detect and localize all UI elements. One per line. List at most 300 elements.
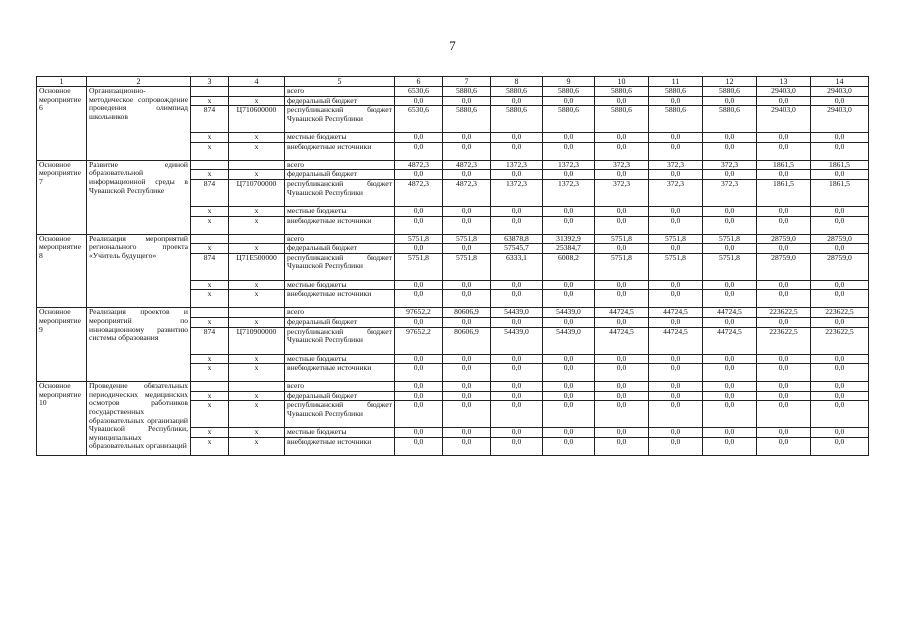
budget-class-code — [229, 160, 285, 170]
amount-cell: 0,0 — [443, 280, 491, 290]
budget-class-code: x — [229, 206, 285, 216]
table-row — [37, 160, 869, 170]
amount-cell: 0,0 — [543, 364, 595, 382]
amount-cell: 0,0 — [491, 133, 543, 143]
budget-class-code: x — [229, 391, 285, 401]
amount-cell: 1372,3 — [491, 160, 543, 170]
amount-cell: 0,0 — [811, 216, 869, 234]
admin-code: x — [191, 428, 229, 438]
amount-cell: 0,0 — [395, 96, 443, 106]
amount-cell: 0,0 — [811, 317, 869, 327]
funding-source: внебюджетные источники — [285, 216, 395, 234]
admin-code: 874 — [191, 327, 229, 354]
amount-cell: 0,0 — [395, 216, 443, 234]
admin-code: x — [191, 317, 229, 327]
amount-cell: 44724,5 — [649, 308, 703, 318]
measure-kind: Основное мероприятие 9 — [37, 308, 87, 382]
amount-cell: 0,0 — [703, 391, 757, 401]
budget-class-code: Ц710700000 — [229, 179, 285, 206]
amount-cell: 0,0 — [595, 401, 649, 428]
amount-cell: 31392,9 — [543, 234, 595, 244]
admin-code: 874 — [191, 179, 229, 206]
amount-cell: 5751,8 — [703, 234, 757, 244]
funding-source: федеральный бюджет — [285, 170, 395, 180]
column-number: 7 — [443, 77, 491, 87]
amount-cell: 0,0 — [543, 96, 595, 106]
amount-cell: 0,0 — [443, 170, 491, 180]
amount-cell: 0,0 — [443, 354, 491, 364]
admin-code: x — [191, 206, 229, 216]
amount-cell: 0,0 — [649, 391, 703, 401]
amount-cell: 0,0 — [703, 206, 757, 216]
budget-class-code — [229, 234, 285, 244]
amount-cell: 0,0 — [395, 401, 443, 428]
budget-class-code: x — [229, 280, 285, 290]
amount-cell: 5880,6 — [703, 87, 757, 97]
amount-cell: 0,0 — [543, 354, 595, 364]
admin-code: x — [191, 354, 229, 364]
amount-cell: 0,0 — [395, 142, 443, 160]
amount-cell: 1861,5 — [811, 160, 869, 170]
amount-cell: 28759,0 — [757, 253, 811, 280]
amount-cell: 0,0 — [757, 216, 811, 234]
admin-code: x — [191, 391, 229, 401]
amount-cell: 0,0 — [811, 133, 869, 143]
amount-cell: 0,0 — [395, 317, 443, 327]
amount-cell: 0,0 — [649, 401, 703, 428]
funding-source: всего — [285, 160, 395, 170]
amount-cell: 29403,0 — [811, 106, 869, 133]
amount-cell: 0,0 — [811, 280, 869, 290]
budget-class-code: x — [229, 133, 285, 143]
amount-cell: 0,0 — [595, 133, 649, 143]
amount-cell: 0,0 — [443, 96, 491, 106]
column-number: 4 — [229, 77, 285, 87]
amount-cell: 80606,9 — [443, 327, 491, 354]
amount-cell: 0,0 — [757, 244, 811, 254]
amount-cell: 0,0 — [543, 437, 595, 455]
amount-cell: 0,0 — [811, 391, 869, 401]
amount-cell: 5751,8 — [595, 234, 649, 244]
table-body — [37, 77, 869, 456]
amount-cell: 223622,5 — [811, 327, 869, 354]
amount-cell: 6333,1 — [491, 253, 543, 280]
admin-code: x — [191, 437, 229, 455]
funding-source: внебюджетные источники — [285, 364, 395, 382]
amount-cell: 0,0 — [703, 133, 757, 143]
measure-kind: Основное мероприятие 7 — [37, 160, 87, 234]
amount-cell: 44724,5 — [703, 308, 757, 318]
amount-cell: 0,0 — [395, 206, 443, 216]
amount-cell: 6530,6 — [395, 87, 443, 97]
amount-cell: 0,0 — [649, 133, 703, 143]
amount-cell: 0,0 — [543, 133, 595, 143]
amount-cell: 5751,8 — [395, 234, 443, 244]
amount-cell: 0,0 — [649, 354, 703, 364]
amount-cell: 5880,6 — [595, 87, 649, 97]
funding-source: республиканский бюджет Чувашской Республики — [285, 106, 395, 133]
budget-class-code: x — [229, 437, 285, 455]
column-number: 8 — [491, 77, 543, 87]
amount-cell: 372,3 — [703, 179, 757, 206]
amount-cell: 80606,9 — [443, 308, 491, 318]
amount-cell: 0,0 — [543, 317, 595, 327]
amount-cell: 0,0 — [491, 206, 543, 216]
amount-cell: 0,0 — [649, 280, 703, 290]
funding-source: федеральный бюджет — [285, 96, 395, 106]
funding-source: республиканский бюджет Чувашской Республики — [285, 179, 395, 206]
page-number: 7 — [449, 38, 456, 53]
amount-cell: 0,0 — [595, 391, 649, 401]
amount-cell: 223622,5 — [757, 308, 811, 318]
amount-cell: 0,0 — [757, 382, 811, 392]
amount-cell: 0,0 — [757, 428, 811, 438]
table-row — [37, 382, 869, 392]
amount-cell: 0,0 — [811, 382, 869, 392]
amount-cell: 0,0 — [595, 354, 649, 364]
amount-cell: 29403,0 — [811, 87, 869, 97]
amount-cell: 0,0 — [491, 401, 543, 428]
amount-cell: 0,0 — [703, 96, 757, 106]
amount-cell: 5880,6 — [703, 106, 757, 133]
amount-cell: 0,0 — [595, 216, 649, 234]
measure-kind: Основное мероприятие 8 — [37, 234, 87, 308]
amount-cell: 0,0 — [443, 401, 491, 428]
amount-cell: 0,0 — [543, 401, 595, 428]
amount-cell: 0,0 — [703, 428, 757, 438]
amount-cell: 0,0 — [443, 244, 491, 254]
measure-kind: Основное мероприятие 6 — [37, 87, 87, 161]
amount-cell: 5751,8 — [649, 234, 703, 244]
amount-cell: 0,0 — [811, 96, 869, 106]
amount-cell: 0,0 — [443, 290, 491, 308]
amount-cell: 28759,0 — [811, 253, 869, 280]
amount-cell: 0,0 — [811, 290, 869, 308]
amount-cell: 0,0 — [649, 244, 703, 254]
funding-source: республиканский бюджет Чувашской Республики — [285, 253, 395, 280]
budget-table — [36, 76, 869, 456]
amount-cell: 54439,0 — [491, 327, 543, 354]
amount-cell: 1372,3 — [543, 179, 595, 206]
amount-cell: 4872,3 — [395, 179, 443, 206]
amount-cell: 0,0 — [595, 437, 649, 455]
funding-source: федеральный бюджет — [285, 317, 395, 327]
amount-cell: 5751,8 — [395, 253, 443, 280]
measure-kind: Основное мероприятие 10 — [37, 382, 87, 456]
amount-cell: 5751,8 — [443, 234, 491, 244]
column-number: 3 — [191, 77, 229, 87]
column-number: 12 — [703, 77, 757, 87]
amount-cell: 0,0 — [595, 290, 649, 308]
amount-cell: 0,0 — [811, 170, 869, 180]
amount-cell: 0,0 — [703, 216, 757, 234]
amount-cell: 0,0 — [757, 142, 811, 160]
funding-source: местные бюджеты — [285, 354, 395, 364]
funding-source: внебюджетные источники — [285, 142, 395, 160]
amount-cell: 5880,6 — [543, 87, 595, 97]
funding-source: местные бюджеты — [285, 133, 395, 143]
admin-code: x — [191, 133, 229, 143]
amount-cell: 0,0 — [757, 364, 811, 382]
budget-class-code: x — [229, 170, 285, 180]
amount-cell: 0,0 — [395, 354, 443, 364]
amount-cell: 29403,0 — [757, 106, 811, 133]
amount-cell: 1372,3 — [491, 179, 543, 206]
amount-cell: 0,0 — [811, 206, 869, 216]
amount-cell: 0,0 — [543, 290, 595, 308]
budget-class-code: x — [229, 142, 285, 160]
budget-class-code: x — [229, 290, 285, 308]
amount-cell: 0,0 — [811, 364, 869, 382]
budget-class-code: x — [229, 317, 285, 327]
budget-class-code — [229, 382, 285, 392]
amount-cell: 0,0 — [491, 280, 543, 290]
amount-cell: 44724,5 — [595, 308, 649, 318]
admin-code — [191, 234, 229, 244]
funding-source: всего — [285, 234, 395, 244]
funding-source: местные бюджеты — [285, 428, 395, 438]
column-number: 13 — [757, 77, 811, 87]
amount-cell: 97652,2 — [395, 308, 443, 318]
amount-cell: 0,0 — [491, 428, 543, 438]
amount-cell: 29403,0 — [757, 87, 811, 97]
amount-cell: 0,0 — [703, 354, 757, 364]
amount-cell: 0,0 — [649, 170, 703, 180]
amount-cell: 0,0 — [395, 133, 443, 143]
amount-cell: 44724,5 — [703, 327, 757, 354]
amount-cell: 0,0 — [595, 244, 649, 254]
amount-cell: 0,0 — [395, 280, 443, 290]
amount-cell: 0,0 — [443, 142, 491, 160]
amount-cell: 6530,6 — [395, 106, 443, 133]
amount-cell: 0,0 — [595, 170, 649, 180]
amount-cell: 54439,0 — [543, 308, 595, 318]
amount-cell: 0,0 — [395, 382, 443, 392]
amount-cell: 0,0 — [811, 428, 869, 438]
amount-cell: 0,0 — [543, 382, 595, 392]
amount-cell: 1861,5 — [757, 179, 811, 206]
amount-cell: 5751,8 — [703, 253, 757, 280]
amount-cell: 0,0 — [443, 216, 491, 234]
amount-cell: 5880,6 — [649, 106, 703, 133]
amount-cell: 0,0 — [491, 142, 543, 160]
amount-cell: 0,0 — [757, 170, 811, 180]
column-number: 14 — [811, 77, 869, 87]
admin-code: x — [191, 364, 229, 382]
amount-cell: 0,0 — [543, 206, 595, 216]
amount-cell: 5880,6 — [543, 106, 595, 133]
amount-cell: 223622,5 — [757, 327, 811, 354]
admin-code: 874 — [191, 106, 229, 133]
amount-cell: 0,0 — [649, 206, 703, 216]
amount-cell: 0,0 — [703, 170, 757, 180]
admin-code: x — [191, 401, 229, 428]
amount-cell: 0,0 — [595, 364, 649, 382]
amount-cell: 0,0 — [491, 437, 543, 455]
amount-cell: 28759,0 — [757, 234, 811, 244]
amount-cell: 0,0 — [395, 428, 443, 438]
amount-cell: 0,0 — [595, 96, 649, 106]
amount-cell: 0,0 — [443, 428, 491, 438]
amount-cell: 0,0 — [543, 391, 595, 401]
amount-cell: 4872,3 — [395, 160, 443, 170]
measure-name: Организационно-методическое сопровождение проведения олимпиад школьников — [87, 87, 191, 161]
amount-cell: 0,0 — [811, 354, 869, 364]
column-number: 6 — [395, 77, 443, 87]
amount-cell: 0,0 — [757, 437, 811, 455]
amount-cell: 0,0 — [491, 290, 543, 308]
amount-cell: 0,0 — [595, 382, 649, 392]
amount-cell: 5880,6 — [443, 87, 491, 97]
amount-cell: 0,0 — [649, 290, 703, 308]
amount-cell: 0,0 — [491, 96, 543, 106]
amount-cell: 0,0 — [395, 244, 443, 254]
amount-cell: 5751,8 — [649, 253, 703, 280]
amount-cell: 97652,2 — [395, 327, 443, 354]
admin-code: x — [191, 290, 229, 308]
amount-cell: 0,0 — [703, 437, 757, 455]
table-row — [37, 234, 869, 244]
budget-class-code: x — [229, 216, 285, 234]
amount-cell: 372,3 — [595, 160, 649, 170]
amount-cell: 0,0 — [703, 317, 757, 327]
amount-cell: 0,0 — [443, 133, 491, 143]
amount-cell: 0,0 — [595, 280, 649, 290]
admin-code — [191, 87, 229, 97]
amount-cell: 0,0 — [395, 437, 443, 455]
amount-cell: 5880,6 — [491, 87, 543, 97]
amount-cell: 0,0 — [757, 401, 811, 428]
amount-cell: 0,0 — [757, 391, 811, 401]
column-number: 2 — [87, 77, 191, 87]
amount-cell: 0,0 — [811, 401, 869, 428]
amount-cell: 0,0 — [757, 206, 811, 216]
amount-cell: 0,0 — [491, 364, 543, 382]
amount-cell: 0,0 — [757, 96, 811, 106]
amount-cell: 1861,5 — [811, 179, 869, 206]
amount-cell: 0,0 — [543, 428, 595, 438]
admin-code: x — [191, 170, 229, 180]
amount-cell: 372,3 — [595, 179, 649, 206]
amount-cell: 0,0 — [757, 290, 811, 308]
amount-cell: 372,3 — [703, 160, 757, 170]
amount-cell: 0,0 — [649, 364, 703, 382]
amount-cell: 0,0 — [757, 354, 811, 364]
funding-source: местные бюджеты — [285, 280, 395, 290]
amount-cell: 25384,7 — [543, 244, 595, 254]
amount-cell: 0,0 — [491, 391, 543, 401]
amount-cell: 0,0 — [595, 428, 649, 438]
amount-cell: 0,0 — [491, 354, 543, 364]
amount-cell: 63878,8 — [491, 234, 543, 244]
amount-cell: 0,0 — [395, 170, 443, 180]
amount-cell: 0,0 — [703, 364, 757, 382]
amount-cell: 1372,3 — [543, 160, 595, 170]
amount-cell: 0,0 — [543, 280, 595, 290]
measure-name: Развитие единой образовательной информационной среды в Чувашской Республике — [87, 160, 191, 234]
admin-code: x — [191, 216, 229, 234]
budget-class-code: x — [229, 428, 285, 438]
admin-code — [191, 308, 229, 318]
amount-cell: 0,0 — [395, 391, 443, 401]
funding-source: федеральный бюджет — [285, 391, 395, 401]
amount-cell: 4872,3 — [443, 179, 491, 206]
column-number: 9 — [543, 77, 595, 87]
budget-class-code: x — [229, 401, 285, 428]
amount-cell: 0,0 — [491, 170, 543, 180]
amount-cell: 0,0 — [757, 280, 811, 290]
budget-class-code: Ц710600000 — [229, 106, 285, 133]
amount-cell: 0,0 — [395, 364, 443, 382]
amount-cell: 0,0 — [649, 317, 703, 327]
amount-cell: 0,0 — [703, 290, 757, 308]
funding-source: местные бюджеты — [285, 206, 395, 216]
amount-cell: 0,0 — [649, 437, 703, 455]
amount-cell: 0,0 — [811, 437, 869, 455]
budget-class-code: Ц71Е500000 — [229, 253, 285, 280]
column-number: 5 — [285, 77, 395, 87]
column-number: 10 — [595, 77, 649, 87]
amount-cell: 0,0 — [491, 382, 543, 392]
budget-class-code: x — [229, 96, 285, 106]
funding-source: федеральный бюджет — [285, 244, 395, 254]
admin-code: x — [191, 280, 229, 290]
amount-cell: 4872,3 — [443, 160, 491, 170]
budget-class-code: Ц710900000 — [229, 327, 285, 354]
admin-code: x — [191, 142, 229, 160]
budget-class-code — [229, 87, 285, 97]
amount-cell: 54439,0 — [543, 327, 595, 354]
amount-cell: 5751,8 — [443, 253, 491, 280]
amount-cell: 54439,0 — [491, 308, 543, 318]
amount-cell: 0,0 — [543, 142, 595, 160]
funding-source: республиканский бюджет Чувашской Республики — [285, 401, 395, 428]
amount-cell: 0,0 — [649, 216, 703, 234]
amount-cell: 223622,5 — [811, 308, 869, 318]
funding-source: всего — [285, 382, 395, 392]
measure-name: Проведение обязательных периодических медицинских осмотров работников государственных образовательных организаций Чувашской Республики, муниципальных образовательных организаций — [87, 382, 191, 456]
amount-cell: 0,0 — [649, 142, 703, 160]
amount-cell: 0,0 — [443, 382, 491, 392]
amount-cell: 372,3 — [649, 160, 703, 170]
funding-source: внебюджетные источники — [285, 290, 395, 308]
amount-cell: 0,0 — [443, 364, 491, 382]
admin-code — [191, 160, 229, 170]
amount-cell: 0,0 — [543, 216, 595, 234]
column-number-row — [37, 77, 869, 87]
amount-cell: 5880,6 — [595, 106, 649, 133]
amount-cell: 44724,5 — [595, 327, 649, 354]
amount-cell: 44724,5 — [649, 327, 703, 354]
amount-cell: 5880,6 — [649, 87, 703, 97]
admin-code: x — [191, 96, 229, 106]
column-number: 11 — [649, 77, 703, 87]
amount-cell: 0,0 — [595, 206, 649, 216]
budget-class-code — [229, 308, 285, 318]
amount-cell: 0,0 — [703, 142, 757, 160]
amount-cell: 0,0 — [443, 391, 491, 401]
amount-cell: 372,3 — [649, 179, 703, 206]
amount-cell: 0,0 — [595, 142, 649, 160]
amount-cell: 5880,6 — [491, 106, 543, 133]
amount-cell: 5880,6 — [443, 106, 491, 133]
column-number: 1 — [37, 77, 87, 87]
budget-class-code: x — [229, 364, 285, 382]
amount-cell: 0,0 — [703, 401, 757, 428]
amount-cell: 0,0 — [543, 170, 595, 180]
table-row — [37, 308, 869, 318]
amount-cell: 0,0 — [649, 96, 703, 106]
